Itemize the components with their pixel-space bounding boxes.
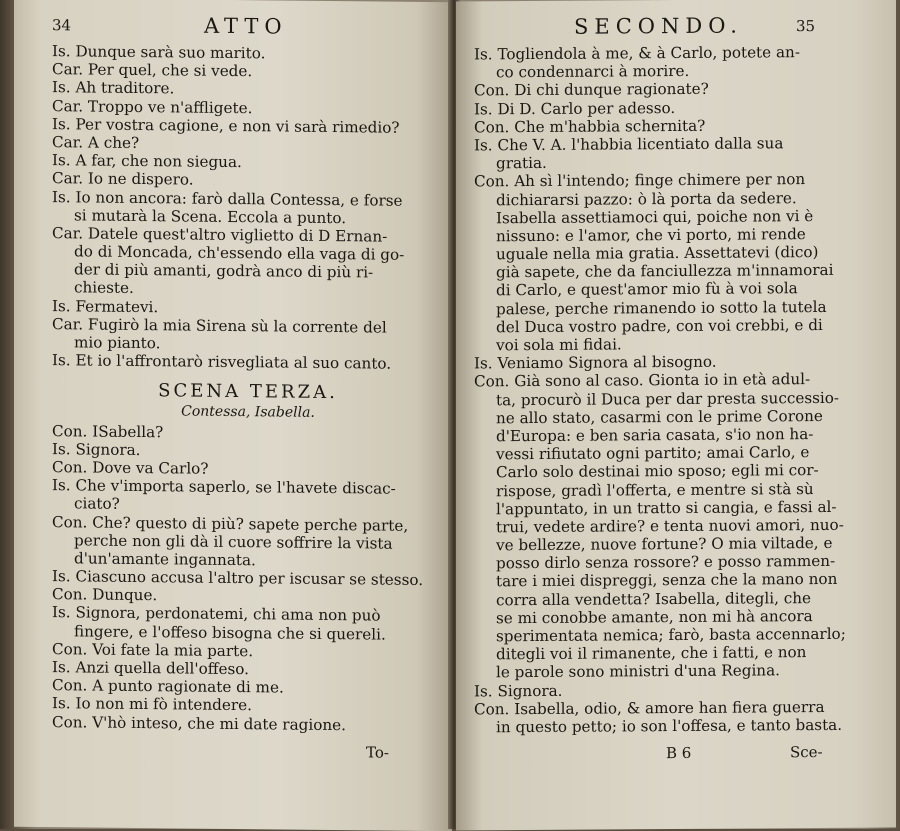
text-line: l'appuntato, in un tratto si cangia, e fassi al- [496,497,837,518]
text-line: tare i miei dispreggi, senza che la mano non [496,570,838,591]
text-line: Isabella assettiamoci qui, poiche non vi è [496,206,814,227]
text-line: co condennarci à morire. [496,62,690,82]
left-dialogue-top [52,42,444,373]
text-line: gratia. [496,154,547,173]
text-line: der di più amanti, godrà anco di più ri- [74,260,374,282]
text-line: chieste. [74,278,134,298]
text-line: di Carlo, e quest'amor mio fù à voi sola [496,279,798,300]
text-line: Is. Signora. [474,681,563,700]
text-line: ne allo stato, casarmi con le prime Corone [496,406,823,428]
text-line: corra alla vendetta? Isabella, ditegli, che [496,588,812,609]
text-line: già sapete, che da fanciullezza m'innamorai [496,261,834,282]
text-line: Is. Signora. [52,439,141,459]
text-line: Con. Ah sì l'intendo; finge chimere per non [474,170,806,191]
text-line: Car. Fugirò la mia Sirena sù la corrente del [52,314,387,337]
text-line: Is. Io non ancora: farò dalla Contessa, e forse [52,187,403,210]
text-line: posso dirlo senza rossore? e posso rammen- [496,552,836,573]
text-line: Is. Che V. A. l'habbia licentiato dalla sua [474,134,784,155]
text-line: ta, procurò il Duca per dar presta successio- [496,388,840,409]
text-line: uguale nella mia gratia. Assettatevi (dico) [496,243,819,264]
text-line: fingere, e l'offeso bisogna che si quereli. [74,621,386,644]
text-line: Con. Già sono al caso. Gionta io in età adul- [474,370,811,391]
text-line: Con. Dove va Carlo? [52,458,209,478]
text-line: mio pianto. [74,333,161,353]
text-line: le parole sono ministri d'una Regina. [496,661,780,682]
scene-cast: Contessa, Isabella. [181,403,315,422]
text-line: Is. Che v'importa saperlo, se l'havete discac- [52,476,396,498]
text-line: Con. Che m'habbia schernita? [474,116,706,137]
left-catchword: To- [366,743,389,762]
left-page-number: 34 [52,16,72,35]
text-line: Con. V'hò inteso, che mi date ragione. [52,712,346,734]
text-line: rispose, gradì l'offerta, e mentre si stà sù [496,479,814,500]
right-page [456,0,896,831]
text-line: ve bellezze, nuove fortune? O mia viltade, e [496,533,833,555]
left-running-head: ATTO [204,13,288,39]
text-line: ciato? [74,494,120,514]
text-line: ditegli voi il rimanente, che i fatti, e non [496,643,807,664]
text-line: nissuno: e l'amor, che vi porto, mi rende [496,224,806,246]
text-line: Is. Togliendola à me, & à Carlo, potete an- [474,43,800,64]
text-line: voi sola mi fidai. [496,335,622,355]
left-page [14,0,452,831]
text-line: Con. Isabella, odio, & amore han fiera guerra [474,697,825,719]
text-line: d'un'amante ingannata. [74,549,256,570]
text-line: d'Europa: e ben saria casata, s'io non ha- [496,424,814,446]
text-line: del Duca vostro padre, con voi crebbi, e di [496,315,823,337]
left-dialogue-bottom [52,422,444,735]
text-line: Car. Io ne dispero. [52,169,194,189]
text-line: Carlo solo destinai mio sposo; egli mi cor- [496,461,819,482]
text-line: Car. Troppo ve n'affligete. [52,96,253,117]
text-line: Is. Ciascuno accusa l'altro per iscusar se stesso. [52,567,424,590]
text-line: Is. A far, che non siegua. [52,151,242,172]
right-text-block [474,43,882,737]
text-line: Is. Veniamo Signora al bisogno. [474,352,717,373]
text-line: in questo petto; io son l'offesa, e tanto basta. [496,715,843,737]
text-line: Is. Di D. Carlo per adesso. [474,98,676,118]
text-line: se mi conobbe amante, non mi hà ancora [496,606,813,628]
text-line: perche non gli dà il cuore soffrire la vista [74,531,393,553]
text-line: Con. Dunque. [52,585,158,605]
text-line: sperimentata nemica; farò, basta accennarlo; [496,624,846,646]
scene-title: SCENA TERZA. [158,380,338,404]
text-line: do di Moncada, ch'essendo ella vaga di go- [74,242,405,264]
text-line: dichiararsi pazzo: ò là porta da sedere. [496,188,797,209]
text-line: Is. Ah traditore. [52,78,175,98]
text-line: vessi rifiutato ogni partito; amai Carlo, e [496,443,810,464]
text-line: Is. Io non mi fò intendere. [52,694,252,715]
text-line: Con. Voi fate la mia parte. [52,639,254,661]
text-line: Car. Per quel, che si vede. [52,60,253,81]
right-running-head: SECONDO. [574,13,743,39]
left-text-block [52,42,444,735]
text-line: Is. Anzi quella dell'offeso. [52,658,249,679]
text-line: Car. A che? [52,133,140,152]
right-dialogue [474,43,882,737]
text-line: Con. ISabella? [52,421,164,441]
text-line: si mutarà la Scena. Eccola a punto. [74,206,347,227]
text-line: Is. Et io l'affrontarò risvegliata al suo canto. [52,351,392,373]
right-catchword: Sce- [790,742,823,762]
text-line: Is. Fermatevi. [52,296,159,316]
text-line: Is. Dunque sarà suo marito. [52,42,266,63]
text-line: Con. Di chi dunque ragionate? [474,80,709,100]
signature-mark: B 6 [666,743,692,763]
text-line: Car. Datele quest'altro viglietto di D Ernan- [52,223,388,246]
right-page-number: 35 [796,17,816,36]
text-line: Con. A punto ragionate di me. [52,676,284,697]
text-line: trui, vedete ardire? e tenta nuovi amori, nuo- [496,515,844,537]
text-line: palese, perche rimanendo io sotto la tutela [496,297,827,318]
text-line: Con. Che? questo di più? sapete perche parte, [52,512,409,535]
text-line: Is. Signora, perdonatemi, chi ama non può [52,603,381,625]
text-line: Is. Per vostra cagione, e non vi sarà rimedio? [52,114,400,137]
